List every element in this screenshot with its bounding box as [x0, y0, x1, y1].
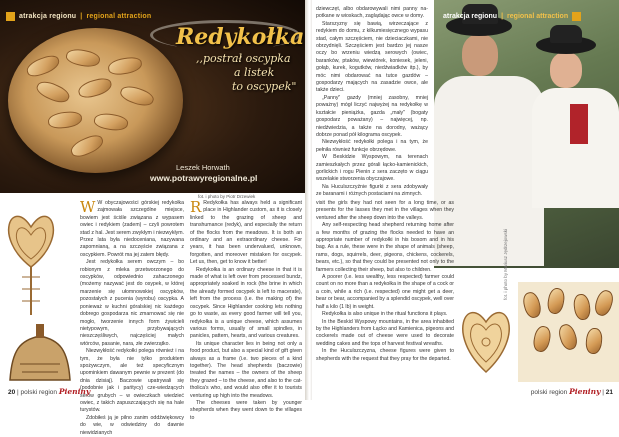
author-name: Leszek Horwath: [176, 163, 230, 172]
cheese-piece: [521, 290, 543, 319]
cheese-piece: [65, 47, 102, 70]
paragraph: Niezwykłość redykołki polega i na tym, że pełniła również funkcje obrzędowe.: [316, 139, 428, 153]
article-column-pl-continued: [316, 6, 428, 199]
section-label-en: regional attraction: [86, 12, 152, 20]
cheese-piece: [118, 83, 155, 110]
footer-brand: Pieniny: [58, 387, 91, 396]
paragraph: Redykołka is also unique in the ritual functions it plays.: [322, 311, 448, 318]
section-label-pl: atrakcja regionu: [19, 12, 77, 20]
left-footer: 20 | polski region Pieniny: [8, 387, 91, 396]
section-header: [0, 9, 151, 23]
man-face: [462, 34, 498, 76]
photo-credit-right: fot. i photo by Mariusz Jędrzejowski: [503, 228, 508, 300]
cheese-piece: [585, 327, 604, 355]
cheese-piece: [77, 76, 114, 100]
paragraph: W obyczajowości górskiej redykołka zajmowała szczególne miejsce, bowiem jest ściśle związana z wypasem owiec i redykiem (zadem) – czyli powrotem stad z hal. Jest serem zwykłym i niezwykłym. Przez lata była niedoceniana, nazywana zapomnianą, a na szczęście związana z oscypkiem. Powrót ma jej zatem błędy.: [80, 200, 184, 258]
heart-cheese-icon: [457, 300, 515, 382]
section-label-en: regional attraction: [507, 12, 569, 20]
section-separator: |: [80, 12, 83, 20]
paragraph: Zdobiłeś ją je pilno zanim oddźwiękowcy do wie, w odwiedziny do dawnie niewidzianych: [80, 414, 184, 436]
section-marker-icon: [6, 12, 15, 21]
dropcap-r: R: [190, 198, 202, 216]
cheese-piece: [68, 132, 106, 160]
oscypek-cheese-photo: [518, 282, 619, 382]
article-subtitle-line3: to oscypek": [232, 80, 297, 93]
paragraph: Niezwykłość redykołki polega również i na tym, że była nie tylko produktem spożywczym, ale też specyficznym upominkiem dawanym pewnie w prezent (do dnia dzisiaj). Baczowie upatrywali się (podobnie jak i pańtycy) cze-wiedzących serów grubych – w owieczkach wiedzieć owiec, z takich zapuszczających się na hale turystów.: [80, 348, 184, 414]
paragraph: Any self-respecting head shepherd returning home after a few months of grazing the flocks needed to have an appropriate number of redykołki in his bosom and in his bag. As a rule, these were in the shape of animals (sheep, rams, dogs, squirrels, deer, pigeons, chickens, cockerels, bears, etc.), so that they could be presented not only to the farmers collecting their sheep, but also to children.: [316, 222, 454, 273]
footer-brand-prefix: polski region: [20, 389, 58, 396]
cheese-piece: [24, 53, 61, 80]
article-column-en-text: [316, 200, 454, 363]
section-marker-icon: [572, 12, 581, 21]
boy-hat-crown: [550, 25, 582, 43]
heart-cheese-icon: [2, 197, 60, 317]
page-number: 20: [8, 389, 16, 396]
hero-photo-redykolka: [0, 0, 307, 193]
cheese-piece: [546, 287, 566, 315]
page-number: 21: [605, 389, 613, 396]
article-subtitle-line1: ,,postrał oscypka: [196, 52, 291, 65]
boy-vest: [570, 104, 588, 144]
paragraph: Redykołka has always held a significant place in Highlander custom, as it is closely linked to the grazing of sheep and transhumance (redyk), and especially the return of the flocks from the meadows. It is both an ordinary and an extraordinary cheese. For years, it has been undervalued, unknown, forgotten, and moreover mistaken for oscypek. Let us, then, get to know it better!: [190, 200, 302, 266]
paragraph: In the Beskid Wyspowy mountains, in the area inhabited by the Highlanders from Łącko and Kamienica, pigeons and cockerels made out of cheese were used to decorate wedding cakes and the tops of harvest festival wreaths.: [316, 318, 454, 347]
highlanders-photo: [434, 0, 619, 268]
article-subtitle-line2: a listek: [234, 66, 275, 79]
article-title: Redykołka: [176, 24, 305, 50]
cheese-piece: [93, 111, 129, 133]
paragraph: „Panny" gazdy (mniej zasobny, mniej poważny) mógł liczyć najwyżej na redykołkę w kształcie pieniążka, gazda „mały" (bogaty gospodarz poważany) – najwięcej, np. niedźwiedzia, a także na dorodny, ważący dobrze ponad pół kilograma oscypek.: [316, 94, 428, 138]
paragraph: Jest redykołka serem owczym – bo robionym z mleka przetworzonego do oscypków, odpowiednio zahaczonego (możemy nazywać jest do osypek, w której marzenie się ułomnowskiej oscypków, pozostałych z pucenia (wyrobu) oscypka. A ponieważ w kuchni góralskiej nic każdego dobrego gospodarza nic zmarnować się nie mogło, tworzenie innych form żywicieli nietypowym, przybywających nieszczęśliwych, najczęściej małych wtórców, pasanie, nara, złe zwierzątko.: [80, 259, 184, 347]
cheese-piece: [107, 56, 143, 77]
footer-brand: Pieniny: [569, 387, 601, 396]
left-page: [0, 0, 307, 436]
right-footer: polski region Pieniny | 21: [530, 387, 613, 396]
oscypek-icon: [6, 320, 74, 384]
cheese-piece: [531, 325, 552, 354]
paragraph: Na Huculszczyźnie figurki z sera zdobywały ze baranami i różnych postaciami na zimnych.: [316, 183, 428, 198]
paragraph: Redykołka is an ordinary cheese in that it is made of what is left over from processed bundz, appropriately soaked in rock (the brine in which the already formed oscypek is left to macerate), left from the process (i.e. the making of) the oscypek. Since Highlander cooking lets nothing go to waste, as every good farmer will tell you, redykołka is a unique cheese, which assumes various forms, usually of small spindles, in panicles, pattern, hearts, and various creatures.: [190, 266, 302, 340]
section-label-pl: atrakcja regionu: [443, 12, 498, 20]
paragraph: A poorer (i.e. less wealthy, less respected) farmer could count on no more than a redykołka in the shape of a cock or a coin, while a rich (i.e. respected) one might get a deer, bear or bear, accompanied by a splendid oscypek, well over half a kilo (1 lb) in weight.: [316, 274, 454, 310]
paragraph: dziewczęt, albo obdarowywali nimi panny na-potkane w wioskach, zaglądając owce w domy.: [316, 6, 428, 20]
paragraph: Starszyzny się bawią, wirzeczające z redykiem do domu, z kilkumiesięcznego wypasu stad, całym szczęściem, nie dzieciaczkami, nie obrzydnięli. Szczęściem jest bardzo jej nasze oczy bo wrzeniu wiedzą serowych (owiec, baranków, ptaków, wiewiórek, koniesek, jeleni, gołąb, kurek, kogutków, niedźwiadków itp.), by móc nimi obdarować na tutce gazdów – gospodarzy mających na zasadzie owce, ale także dzieci.: [316, 20, 428, 94]
paragraph: visit the girls they had not seen for a long time, or as presents for the lasses they met in the villages when they ventured after the sheep down into the valleys.: [316, 200, 454, 221]
photo-credit: fot. i photo by Piotr Drzewiek: [198, 194, 256, 199]
paragraph: Its unique character lies in being not only a food product, but also a special kind of gift given always as a frame (i.e. two pieces of a kind together). The head shepherds (baczowie) treated the names – the owners of the sheep they grazed – to the cheese, and also to the cat-tholica's who, and would also offer it to tourists venturing up high into the meadows.: [190, 340, 302, 399]
paragraph: The cheeses were taken by younger shepherds when they went down to the villages to: [190, 399, 302, 421]
article-column-pl: [80, 200, 184, 437]
cheese-piece: [572, 293, 591, 321]
boy-face: [550, 52, 582, 88]
section-header-right: [443, 9, 581, 23]
cheese-piece: [556, 322, 579, 352]
paragraph: W Beskidzie Wyspowym, na terenach zamieszkałych przez górali łącko-kamienickich, gorlickich i rogu Pienin z sera zaczęto w ciągu wszelakie stworzenia obyczajowe.: [316, 154, 428, 183]
cheese-piece: [592, 288, 615, 318]
cheese-piece: [34, 78, 72, 107]
dropcap-w: W: [80, 198, 96, 216]
cheese-piece: [47, 111, 82, 130]
section-separator: |: [501, 12, 504, 20]
cheese-bowl: [8, 28, 183, 173]
author-website[interactable]: www.potrawyregionalne.pl: [150, 173, 258, 183]
paragraph: In the Huculszczyzna, cheese figures were given to shepherds with the request that they pray for the departed.: [316, 348, 454, 362]
article-column-en: [190, 200, 302, 422]
footer-brand-prefix: polski region: [530, 389, 568, 396]
right-page: [312, 0, 619, 400]
